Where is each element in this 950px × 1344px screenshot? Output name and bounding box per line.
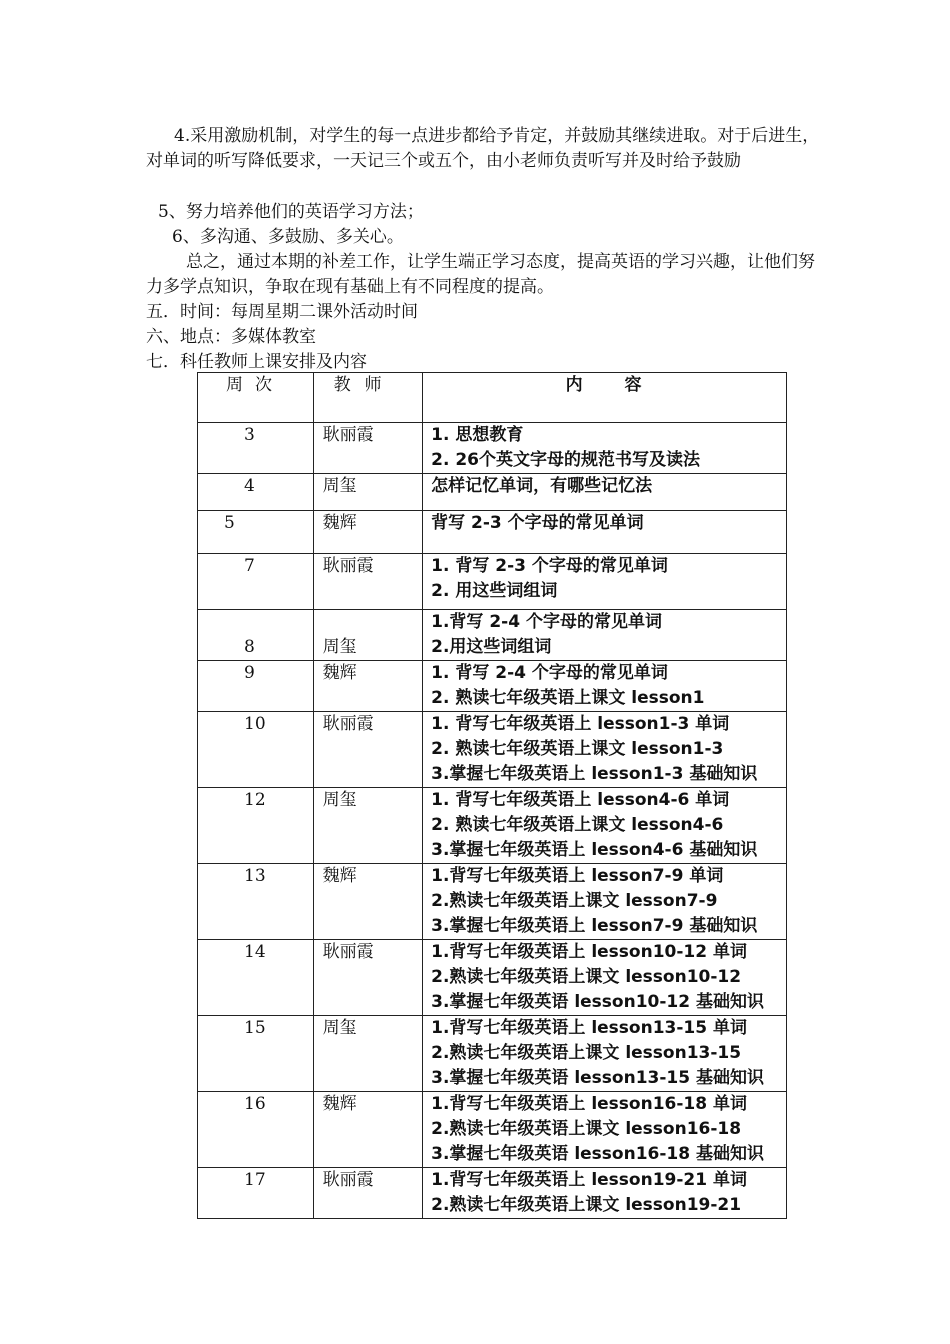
cell-week: 14	[198, 940, 314, 1016]
table-row	[198, 1016, 787, 1092]
content-line: 3.掌握七年级英语上 lesson1-3 基础知识	[431, 764, 758, 784]
content-line: 1.背写七年级英语上 lesson19-21 单词	[431, 1170, 747, 1190]
cell-week: 10	[198, 712, 314, 788]
cell-content	[423, 661, 787, 712]
cell-content	[423, 712, 787, 788]
content-line: 2.熟读七年级英语上课文 lesson16-18	[431, 1119, 742, 1139]
content-line: 1. 背写 2-3 个字母的常见单词	[431, 556, 668, 576]
content-line: 1. 背写七年级英语上 lesson4-6 单词	[431, 790, 730, 810]
paragraph-summary: 总之，通过本期的补差工作，让学生端正学习态度，提高英语的学习兴趣，让他们努力多学点知识，争取在现有基础上有不同程度的提高。	[146, 252, 815, 297]
content-line: 1. 背写 2-4 个字母的常见单词	[431, 663, 668, 683]
paragraph-time: 五．时间：每周星期二课外活动时间	[146, 302, 418, 322]
content-line: 2.熟读七年级英语上课文 lesson19-21	[431, 1195, 742, 1215]
paragraph-incentive: 4.采用激励机制，对学生的每一点进步都给予肯定，并鼓励其继续进取。对于后进生，对单词的听写降低要求，一天记三个或五个，由小老师负责听写并及时给予鼓励	[146, 126, 820, 171]
table-row	[198, 423, 787, 474]
content-line: 1. 思想教育	[431, 425, 524, 445]
table-row	[198, 511, 787, 554]
cell-content	[423, 511, 787, 554]
content-line: 2. 26个英文字母的规范书写及读法	[431, 450, 700, 470]
header-teacher: 教师	[313, 373, 423, 423]
cell-teacher: 周玺	[313, 1016, 423, 1092]
cell-week: 3	[198, 423, 314, 474]
content-line: 3.掌握七年级英语 lesson13-15 基础知识	[431, 1068, 764, 1088]
cell-content	[423, 788, 787, 864]
cell-teacher: 魏辉	[313, 1092, 423, 1168]
table-row	[198, 940, 787, 1016]
cell-teacher: 耿丽霞	[313, 554, 423, 610]
cell-teacher: 耿丽霞	[313, 1168, 423, 1219]
content-line: 2.熟读七年级英语上课文 lesson13-15	[431, 1043, 742, 1063]
cell-content	[423, 423, 787, 474]
cell-week: 8	[198, 610, 314, 661]
cell-week: 7	[198, 554, 314, 610]
cell-week: 12	[198, 788, 314, 864]
table-row	[198, 1092, 787, 1168]
content-line: 2. 熟读七年级英语上课文 lesson1-3	[431, 739, 724, 759]
cell-week: 15	[198, 1016, 314, 1092]
content-line: 背写 2-3 个字母的常见单词	[431, 513, 644, 533]
cell-week: 13	[198, 864, 314, 940]
cell-content	[423, 1016, 787, 1092]
content-line: 1.背写七年级英语上 lesson10-12 单词	[431, 942, 747, 962]
cell-week: 4	[198, 474, 314, 511]
table-row	[198, 474, 787, 511]
content-line: 2. 熟读七年级英语上课文 lesson1	[431, 688, 705, 708]
cell-teacher: 耿丽霞	[313, 940, 423, 1016]
cell-content	[423, 1092, 787, 1168]
content-line: 1.背写七年级英语上 lesson13-15 单词	[431, 1018, 747, 1038]
content-line: 1.背写七年级英语上 lesson16-18 单词	[431, 1094, 747, 1114]
cell-teacher: 周玺	[313, 474, 423, 511]
cell-content	[423, 474, 787, 511]
cell-content	[423, 610, 787, 661]
table-row	[198, 661, 787, 712]
content-line: 3.掌握七年级英语 lesson16-18 基础知识	[431, 1144, 764, 1164]
cell-content	[423, 940, 787, 1016]
section-heading-schedule: 七．科任教师上课安排及内容	[146, 352, 367, 372]
cell-teacher: 耿丽霞	[313, 712, 423, 788]
cell-teacher: 魏辉	[313, 661, 423, 712]
content-line: 2.用这些词组词	[431, 637, 552, 657]
cell-teacher: 周玺	[313, 788, 423, 864]
cell-teacher: 魏辉	[313, 511, 423, 554]
table-row	[198, 554, 787, 610]
content-line: 2. 用这些词组词	[431, 581, 558, 601]
content-line: 2. 熟读七年级英语上课文 lesson4-6	[431, 815, 724, 835]
content-line: 怎样记忆单词，有哪些记忆法	[431, 476, 653, 496]
cell-teacher: 魏辉	[313, 864, 423, 940]
table-header-row	[198, 373, 787, 423]
content-line: 1. 背写七年级英语上 lesson1-3 单词	[431, 714, 730, 734]
table-row	[198, 788, 787, 864]
schedule-table	[197, 372, 787, 1219]
table-row	[198, 1168, 787, 1219]
content-line: 2.熟读七年级英语上课文 lesson7-9	[431, 891, 718, 911]
cell-content	[423, 864, 787, 940]
table-row	[198, 610, 787, 661]
cell-content	[423, 554, 787, 610]
content-line: 3.掌握七年级英语上 lesson7-9 基础知识	[431, 916, 758, 936]
content-line: 3.掌握七年级英语上 lesson4-6 基础知识	[431, 840, 758, 860]
header-week: 周次	[198, 373, 314, 423]
header-content: 内容	[423, 373, 787, 423]
content-line: 3.掌握七年级英语 lesson10-12 基础知识	[431, 992, 764, 1012]
cell-week: 9	[198, 661, 314, 712]
table-row	[198, 712, 787, 788]
cell-week: 16	[198, 1092, 314, 1168]
paragraph-communicate: 6、多沟通、多鼓励、多关心。	[172, 227, 404, 247]
cell-week: 5	[198, 511, 314, 554]
cell-week: 17	[198, 1168, 314, 1219]
paragraph-method: 5、努力培养他们的英语学习方法；	[158, 202, 424, 222]
paragraph-location: 六、地点：多媒体教室	[146, 327, 316, 347]
cell-teacher: 耿丽霞	[313, 423, 423, 474]
cell-content	[423, 1168, 787, 1219]
content-line: 1.背写 2-4 个字母的常见单词	[431, 612, 662, 632]
table-row	[198, 864, 787, 940]
content-line: 2.熟读七年级英语上课文 lesson10-12	[431, 967, 742, 987]
content-line: 1.背写七年级英语上 lesson7-9 单词	[431, 866, 724, 886]
cell-teacher: 周玺	[313, 610, 423, 661]
